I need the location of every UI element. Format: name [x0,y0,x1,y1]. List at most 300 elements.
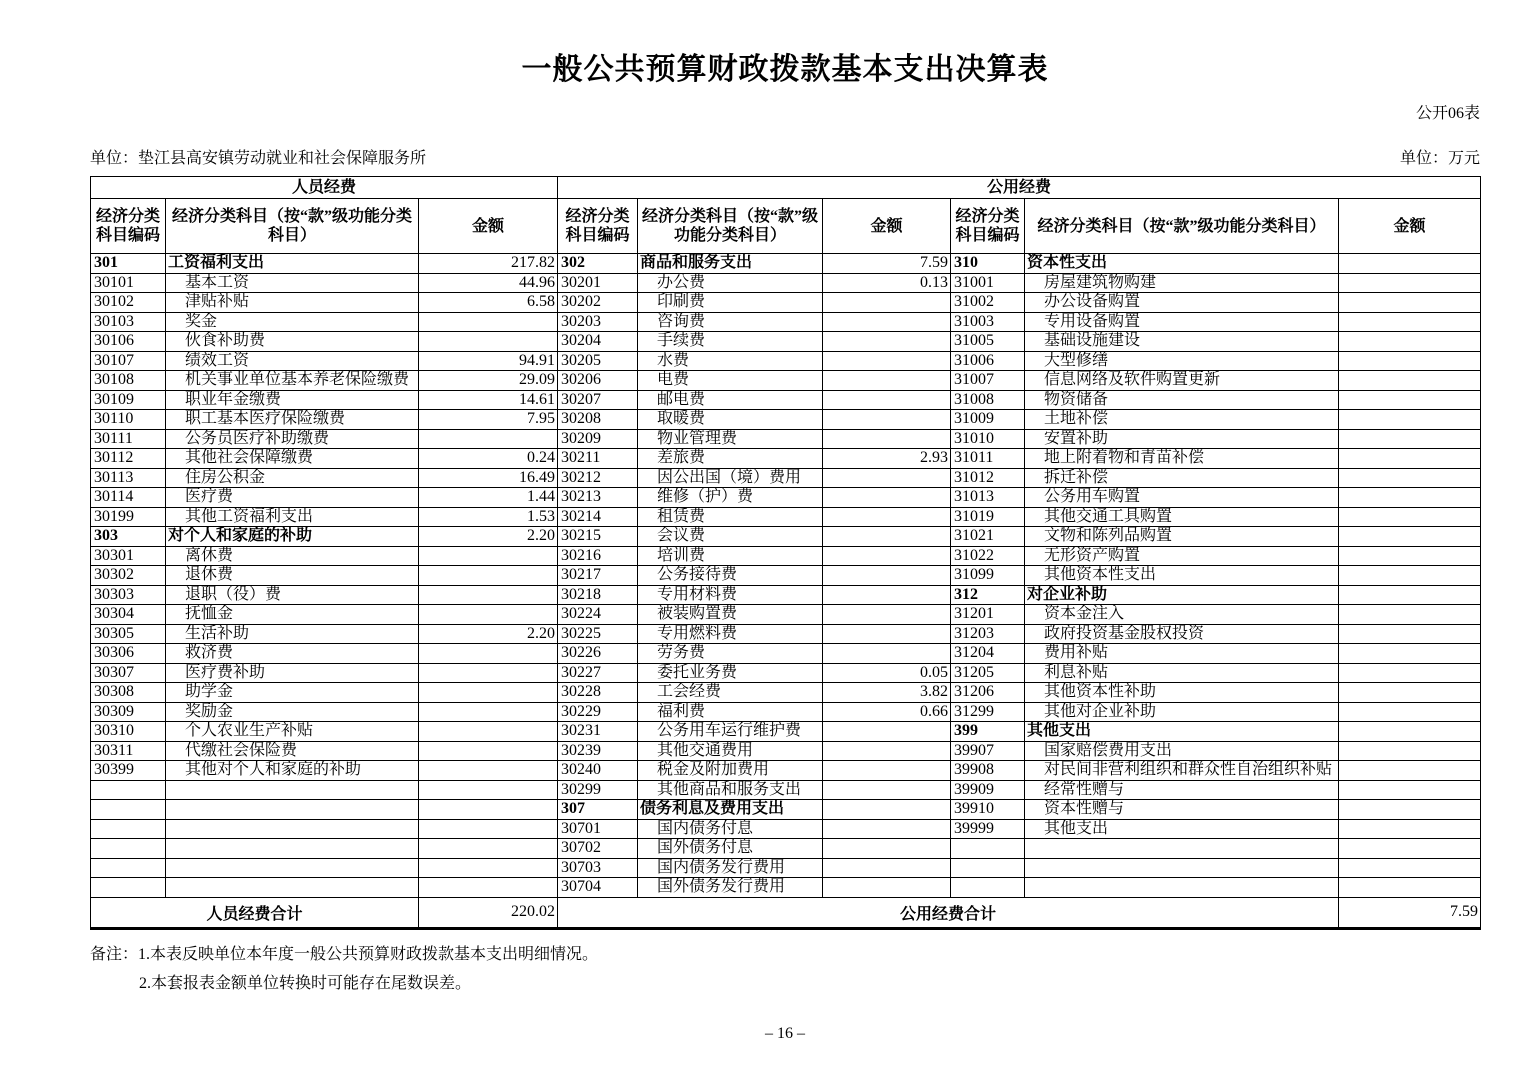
subject-cell [1025,858,1339,878]
amount-cell [1339,390,1481,410]
subject-cell [166,800,419,820]
subject-cell: 文物和陈列品购置 [1025,527,1339,547]
amount-cell [823,722,951,742]
subject-cell: 国外债务发行费用 [638,878,823,898]
amount-cell [1339,722,1481,742]
subject-cell: 伙食补助费 [166,332,419,352]
amount-cell [419,741,558,761]
amount-cell: 0.66 [823,702,951,722]
code-cell: 31201 [951,605,1025,625]
subject-cell: 取暖费 [638,410,823,430]
table-row [91,663,1481,683]
subject-cell: 公务用车购置 [1025,488,1339,508]
subject-cell [166,878,419,898]
col-header-code: 经济分类科目编码 [91,199,166,254]
subject-cell: 政府投资基金股权投资 [1025,624,1339,644]
code-cell [951,839,1025,859]
amount-cell [1339,624,1481,644]
code-cell: 30113 [91,468,166,488]
table-row [91,410,1481,430]
amount-cell [823,605,951,625]
amount-cell: 29.09 [419,371,558,391]
code-cell: 30299 [558,780,638,800]
subject-cell: 大型修缮 [1025,351,1339,371]
subject-cell: 生活补助 [166,624,419,644]
code-cell: 30206 [558,371,638,391]
code-cell: 31021 [951,527,1025,547]
amount-cell [823,468,951,488]
amount-cell [419,878,558,898]
code-cell: 31007 [951,371,1025,391]
subject-cell: 土地补偿 [1025,410,1339,430]
amount-cell [419,605,558,625]
code-cell: 30703 [558,858,638,878]
code-cell: 30304 [91,605,166,625]
amount-cell: 217.82 [419,254,558,274]
col-header-subject: 经济分类科目（按“款”级功能分类科目） [638,199,823,254]
amount-cell [419,683,558,703]
subject-cell: 公务员医疗补助缴费 [166,429,419,449]
subject-cell: 租赁费 [638,507,823,527]
subject-cell [166,839,419,859]
code-cell: 302 [558,254,638,274]
code-cell: 31022 [951,546,1025,566]
code-cell: 30201 [558,273,638,293]
amount-cell [823,332,951,352]
amount-cell [419,761,558,781]
code-cell: 312 [951,585,1025,605]
subject-cell: 其他交通费用 [638,741,823,761]
code-cell: 39910 [951,800,1025,820]
subject-cell: 劳务费 [638,644,823,664]
col-header-code: 经济分类科目编码 [951,199,1025,254]
amount-cell [823,839,951,859]
code-cell: 31205 [951,663,1025,683]
table-row [91,488,1481,508]
code-cell: 30110 [91,410,166,430]
subject-cell: 安置补助 [1025,429,1339,449]
amount-cell: 2.20 [419,624,558,644]
subject-cell: 拆迁补偿 [1025,468,1339,488]
code-cell: 301 [91,254,166,274]
amount-cell [419,566,558,586]
code-cell: 30216 [558,546,638,566]
amount-cell [419,663,558,683]
subject-cell: 商品和服务支出 [638,254,823,274]
code-cell: 30208 [558,410,638,430]
code-cell: 30204 [558,332,638,352]
subject-cell: 经常性赠与 [1025,780,1339,800]
subject-cell: 地上附着物和青苗补偿 [1025,449,1339,469]
subject-cell: 奖金 [166,312,419,332]
subject-cell: 咨询费 [638,312,823,332]
subject-cell: 救济费 [166,644,419,664]
code-cell: 30111 [91,429,166,449]
public-total-label: 公用经费合计 [558,897,1339,928]
code-cell: 30202 [558,293,638,313]
code-cell: 30305 [91,624,166,644]
subject-cell: 专用材料费 [638,585,823,605]
subject-cell: 医疗费补助 [166,663,419,683]
code-cell: 30199 [91,507,166,527]
expenditure-table [90,176,1481,930]
amount-cell [1339,780,1481,800]
code-cell: 30212 [558,468,638,488]
code-cell: 30704 [558,878,638,898]
note-line-1 [90,940,1480,969]
subject-cell: 水费 [638,351,823,371]
subject-cell: 职业年金缴费 [166,390,419,410]
subject-cell [1025,839,1339,859]
code-cell: 31011 [951,449,1025,469]
subject-cell: 基础设施建设 [1025,332,1339,352]
subject-cell: 被装购置费 [638,605,823,625]
amount-cell [1339,410,1481,430]
subject-cell: 专用燃料费 [638,624,823,644]
subject-cell: 住房公积金 [166,468,419,488]
amount-cell [419,644,558,664]
code-cell: 31299 [951,702,1025,722]
code-cell: 31013 [951,488,1025,508]
code-cell: 310 [951,254,1025,274]
subject-cell: 房屋建筑物购建 [1025,273,1339,293]
amount-cell: 2.20 [419,527,558,547]
code-cell: 30228 [558,683,638,703]
subject-cell: 物业管理费 [638,429,823,449]
subject-cell: 差旅费 [638,449,823,469]
amount-cell: 1.44 [419,488,558,508]
code-cell: 30227 [558,663,638,683]
code-cell [91,839,166,859]
subject-cell: 奖励金 [166,702,419,722]
code-cell: 30311 [91,741,166,761]
subject-cell: 培训费 [638,546,823,566]
subject-cell: 办公费 [638,273,823,293]
table-row [91,390,1481,410]
meta-row [90,149,1480,168]
code-cell: 30303 [91,585,166,605]
code-cell: 30226 [558,644,638,664]
amount-cell: 6.58 [419,293,558,313]
code-cell: 30108 [91,371,166,391]
code-cell: 31204 [951,644,1025,664]
code-cell [91,800,166,820]
subject-cell: 基本工资 [166,273,419,293]
amount-cell [1339,293,1481,313]
group-header-row [91,177,1481,199]
code-cell: 30301 [91,546,166,566]
amount-cell: 94.91 [419,351,558,371]
code-cell: 31003 [951,312,1025,332]
subject-cell: 费用补贴 [1025,644,1339,664]
code-cell: 39908 [951,761,1025,781]
code-cell: 31006 [951,351,1025,371]
table-row [91,800,1481,820]
amount-cell [823,293,951,313]
code-cell: 30101 [91,273,166,293]
amount-cell [1339,761,1481,781]
subject-cell: 退职（役）费 [166,585,419,605]
amount-cell: 1.53 [419,507,558,527]
amount-cell [823,527,951,547]
amount-cell [1339,683,1481,703]
table-row [91,702,1481,722]
amount-cell: 0.05 [823,663,951,683]
subject-cell: 职工基本医疗保险缴费 [166,410,419,430]
table-row [91,312,1481,332]
amount-cell [1339,663,1481,683]
subject-cell [166,858,419,878]
code-cell: 30213 [558,488,638,508]
amount-cell [823,566,951,586]
subject-cell: 公务用车运行维护费 [638,722,823,742]
subject-cell: 其他商品和服务支出 [638,780,823,800]
public-total-amount: 7.59 [1339,897,1481,928]
table-row [91,449,1481,469]
table-row [91,605,1481,625]
amount-cell [823,410,951,430]
amount-cell [823,351,951,371]
code-cell: 30211 [558,449,638,469]
group-header-public: 公用经费 [558,177,1481,199]
subject-cell: 无形资产购置 [1025,546,1339,566]
code-cell: 31010 [951,429,1025,449]
amount-cell [823,780,951,800]
table-row [91,273,1481,293]
subject-cell: 资本金注入 [1025,605,1339,625]
code-cell: 30308 [91,683,166,703]
subject-cell: 其他对个人和家庭的补助 [166,761,419,781]
amount-cell [1339,449,1481,469]
amount-cell [823,800,951,820]
amount-cell [823,644,951,664]
amount-cell: 14.61 [419,390,558,410]
amount-cell [1339,507,1481,527]
amount-cell: 7.95 [419,410,558,430]
amount-cell [823,429,951,449]
amount-cell [1339,878,1481,898]
subject-cell: 电费 [638,371,823,391]
code-cell: 30217 [558,566,638,586]
table-row [91,761,1481,781]
amount-cell [419,546,558,566]
amount-cell [419,332,558,352]
subject-cell: 其他工资福利支出 [166,507,419,527]
amount-cell [419,819,558,839]
subject-cell: 助学金 [166,683,419,703]
subject-cell: 代缴社会保险费 [166,741,419,761]
table-row [91,624,1481,644]
subject-cell: 委托业务费 [638,663,823,683]
amount-cell [1339,546,1481,566]
col-header-amount: 金额 [419,199,558,254]
code-cell: 307 [558,800,638,820]
amount-cell [823,624,951,644]
amount-cell [823,858,951,878]
amount-cell [823,878,951,898]
table-row [91,293,1481,313]
code-cell: 30114 [91,488,166,508]
amount-cell: 16.49 [419,468,558,488]
subject-cell: 物资储备 [1025,390,1339,410]
subject-cell: 维修（护）费 [638,488,823,508]
subject-cell: 债务利息及费用支出 [638,800,823,820]
table-row [91,371,1481,391]
amount-cell [1339,468,1481,488]
amount-cell [1339,527,1481,547]
notes-prefix: 备注： [90,945,139,963]
note-text-1: 1.本表反映单位本年度一般公共预算财政拨款基本支出明细情况。 [138,945,599,963]
code-cell [91,858,166,878]
table-row [91,585,1481,605]
subject-cell: 手续费 [638,332,823,352]
code-cell: 303 [91,527,166,547]
code-cell: 399 [951,722,1025,742]
page-title: 一般公共预算财政拨款基本支出决算表 [521,53,1049,86]
amount-cell [419,780,558,800]
subject-cell: 国家赔偿费用支出 [1025,741,1339,761]
table-row [91,468,1481,488]
subject-cell: 国外债务付息 [638,839,823,859]
amount-cell [1339,332,1481,352]
subject-cell: 医疗费 [166,488,419,508]
amount-cell: 7.59 [823,254,951,274]
amount-cell: 44.96 [419,273,558,293]
code-cell [951,858,1025,878]
col-header-subject: 经济分类科目（按“款”级功能分类科目） [1025,199,1339,254]
amount-cell [823,488,951,508]
table-row [91,683,1481,703]
note-line-2 [90,969,1480,998]
code-cell: 30209 [558,429,638,449]
table-row [91,858,1481,878]
personnel-total-label: 人员经费合计 [91,897,419,928]
amount-cell [419,585,558,605]
amount-cell [1339,566,1481,586]
amount-cell [1339,741,1481,761]
table-row [91,780,1481,800]
code-cell: 30102 [91,293,166,313]
subject-cell: 专用设备购置 [1025,312,1339,332]
notes-block [90,940,1480,998]
subject-cell [166,819,419,839]
code-cell: 30302 [91,566,166,586]
table-row [91,507,1481,527]
subject-cell: 国内债务付息 [638,819,823,839]
amount-cell [1339,800,1481,820]
table-row [91,839,1481,859]
col-header-subject: 经济分类科目（按“款”级功能分类科目） [166,199,419,254]
amount-cell [419,800,558,820]
subject-cell: 利息补贴 [1025,663,1339,683]
code-cell: 30205 [558,351,638,371]
amount-cell [419,702,558,722]
code-cell: 30203 [558,312,638,332]
subject-cell: 绩效工资 [166,351,419,371]
page-number: – 16 – [765,1025,805,1042]
code-cell: 30218 [558,585,638,605]
subject-cell: 印刷费 [638,293,823,313]
code-cell: 30310 [91,722,166,742]
amount-cell [419,858,558,878]
personnel-total-amount: 220.02 [419,897,558,928]
amount-cell [823,585,951,605]
table-row [91,351,1481,371]
amount-cell [823,312,951,332]
code-cell: 30106 [91,332,166,352]
amount-cell [823,819,951,839]
code-cell: 30309 [91,702,166,722]
group-header-personnel: 人员经费 [91,177,558,199]
code-cell: 30224 [558,605,638,625]
subject-cell: 其他交通工具购置 [1025,507,1339,527]
table-row [91,878,1481,898]
amount-cell [1339,702,1481,722]
table-row [91,722,1481,742]
subject-cell: 津贴补贴 [166,293,419,313]
table-row [91,819,1481,839]
subject-cell: 福利费 [638,702,823,722]
subject-cell: 会议费 [638,527,823,547]
subject-cell: 办公设备购置 [1025,293,1339,313]
code-cell: 31002 [951,293,1025,313]
subject-cell: 资本性赠与 [1025,800,1339,820]
code-cell [951,878,1025,898]
amount-cell [823,546,951,566]
code-cell: 30306 [91,644,166,664]
amount-cell [1339,644,1481,664]
code-cell: 31005 [951,332,1025,352]
code-cell: 30307 [91,663,166,683]
table-row [91,566,1481,586]
code-cell: 30399 [91,761,166,781]
code-cell: 31203 [951,624,1025,644]
subject-cell: 税金及附加费用 [638,761,823,781]
amount-cell [1339,488,1481,508]
code-cell: 30215 [558,527,638,547]
amount-cell [1339,839,1481,859]
amount-cell [419,312,558,332]
table-row [91,429,1481,449]
amount-cell [823,371,951,391]
subject-cell: 抚恤金 [166,605,419,625]
totals-row [91,897,1481,928]
amount-cell: 2.93 [823,449,951,469]
code-cell: 30229 [558,702,638,722]
subject-cell: 其他支出 [1025,722,1339,742]
col-header-amount: 金额 [823,199,951,254]
subject-cell: 其他资本性支出 [1025,566,1339,586]
table-row [91,332,1481,352]
amount-cell [823,741,951,761]
currency-unit-label: 单位：万元 [1399,150,1480,167]
code-cell: 30214 [558,507,638,527]
table-row [91,546,1481,566]
subject-cell: 工资福利支出 [166,254,419,274]
amount-cell [1339,351,1481,371]
code-cell [91,819,166,839]
amount-cell [1339,858,1481,878]
amount-cell: 0.24 [419,449,558,469]
subject-cell: 邮电费 [638,390,823,410]
subject-cell: 其他对企业补助 [1025,702,1339,722]
code-cell: 31012 [951,468,1025,488]
amount-cell [1339,819,1481,839]
code-cell: 30225 [558,624,638,644]
subject-cell: 信息网络及软件购置更新 [1025,371,1339,391]
subject-cell: 其他资本性补助 [1025,683,1339,703]
code-cell: 30103 [91,312,166,332]
